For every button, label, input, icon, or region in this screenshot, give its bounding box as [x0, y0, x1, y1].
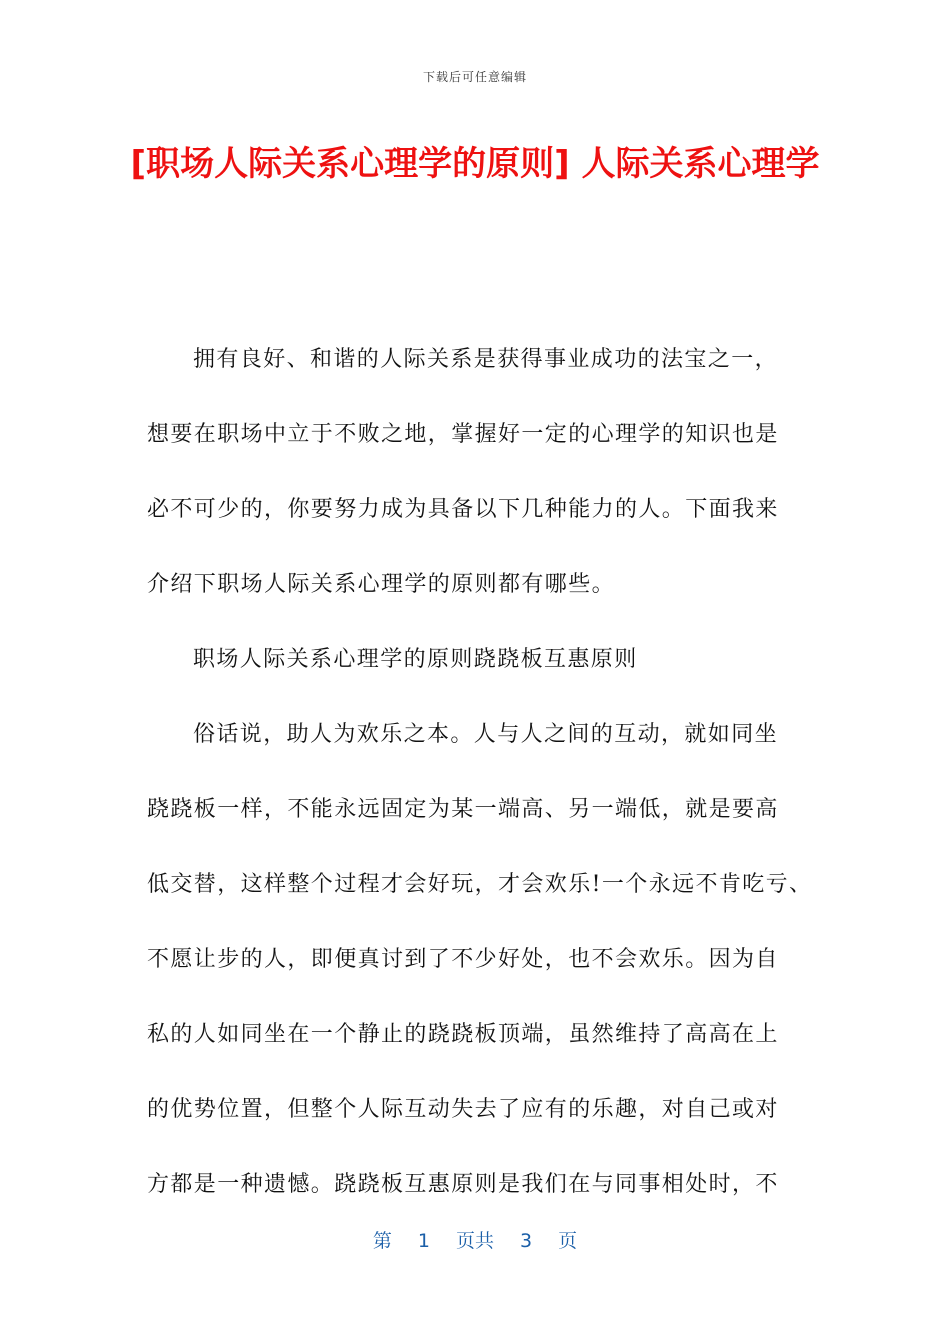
paragraph-line: 不愿让步的人，即便真讨到了不少好处，也不会欢乐。因为自	[147, 947, 779, 972]
page-label-mid: 页共	[455, 1230, 494, 1252]
paragraph-line: 私的人如同坐在一个静止的跷跷板顶端，虽然维持了高高在上	[147, 1022, 779, 1047]
paragraph-line: 方都是一种遗憾。跷跷板互惠原则是我们在与同事相处时，不	[147, 1172, 779, 1197]
current-page-number: 1	[417, 1230, 430, 1252]
header-note: 下载后可任意编辑	[422, 70, 527, 84]
document-body	[147, 322, 817, 1222]
paragraph-line: 俗话说，助人为欢乐之本。人与人之间的互动，就如同坐	[193, 722, 779, 747]
page-footer	[0, 1226, 950, 1253]
page-label-suffix: 页	[558, 1230, 578, 1252]
paragraph-line: 的优势位置，但整个人际互动失去了应有的乐趣，对自己或对	[147, 1097, 779, 1122]
total-pages-number: 3	[520, 1230, 533, 1252]
paragraph-line: 想要在职场中立于不败之地，掌握好一定的心理学的知识也是	[147, 422, 779, 447]
paragraph-line: 跷跷板一样，不能永远固定为某一端高、另一端低，就是要高	[147, 797, 779, 822]
section-heading: 职场人际关系心理学的原则跷跷板互惠原则	[193, 647, 638, 672]
document-title: [职场人际关系心理学的原则] 人际关系心理学	[130, 144, 820, 184]
page-label-prefix: 第	[372, 1230, 392, 1252]
paragraph-line: 必不可少的，你要努力成为具备以下几种能力的人。下面我来	[147, 497, 779, 522]
paragraph-line: 介绍下职场人际关系心理学的原则都有哪些。	[147, 572, 616, 597]
paragraph-line: 低交替，这样整个过程才会好玩，才会欢乐!一个永远不肯吃亏、	[147, 872, 813, 897]
paragraph-line: 拥有良好、和谐的人际关系是获得事业成功的法宝之一，	[193, 347, 779, 372]
